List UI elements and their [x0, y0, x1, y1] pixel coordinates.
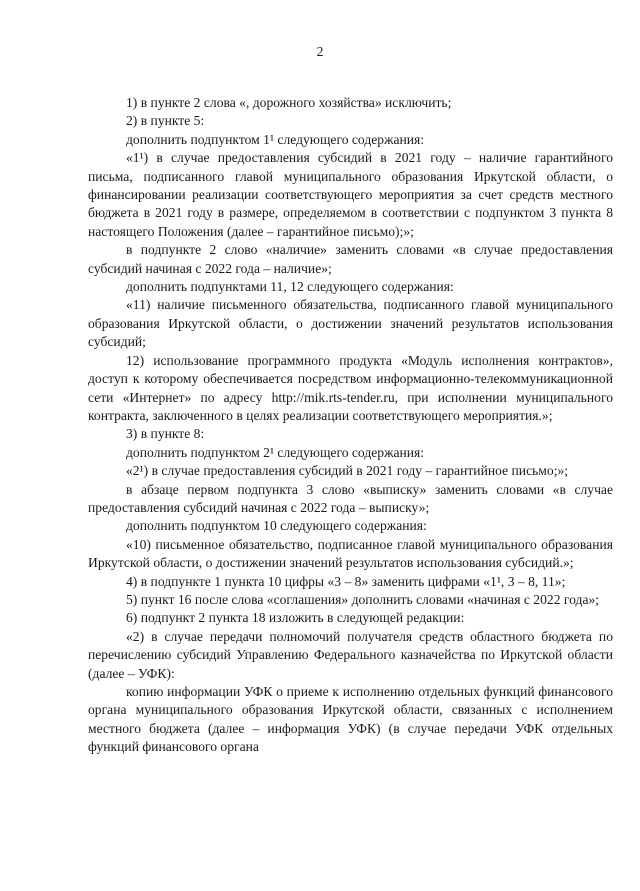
paragraph: 6) подпункт 2 пункта 18 изложить в следующей редакции:: [126, 610, 465, 626]
paragraph: дополнить подпунктами 11, 12 следующего содержания:: [126, 279, 454, 295]
paragraph: 1) в пункте 2 слова «, дорожного хозяйства» исключить;: [126, 95, 452, 110]
paragraph: «1¹) в случае предоставления субсидий в 2021 году – наличие гарантийного письма, подписанного главой муниципального образования Иркутской области, о финансировании реализации соответствующего мероприятия за счет средств местного бюджета в 2021 году в размере, определяемом в соответствии с подпунктом 3 пункта 8 настоящего Положения (далее – гарантийное письмо);»;: [88, 150, 613, 239]
paragraph: 4) в подпункте 1 пункта 10 цифры «3 – 8» заменить цифрами «1¹, 3 – 8, 11»;: [126, 573, 566, 589]
paragraph: 5) пункт 16 после слова «соглашения» дополнить словами «начиная с 2022 года»;: [126, 591, 600, 607]
paragraph: «2¹) в случае предоставления субсидий в 2021 году – гарантийное письмо;»;: [126, 463, 569, 479]
paragraph: «11) наличие письменного обязательства, подписанного главой муниципального образования Иркутской области, о достижении значений результатов использования субсидий;: [88, 297, 613, 350]
paragraph: в абзаце первом подпункта 3 слово «выписку» заменить словами «в случае предоставления субсидий начиная с 2022 года – выписку»;: [88, 481, 613, 515]
paragraph: 2) в пункте 5:: [126, 113, 205, 129]
paragraph: дополнить подпунктом 2¹ следующего содержания:: [126, 444, 425, 460]
paragraph: в подпункте 2 слово «наличие» заменить словами «в случае предоставления субсидий начиная с 2022 года – наличие»;: [88, 242, 613, 276]
paragraph: «2) в случае передачи полномочий получателя средств областного бюджета по перечислению субсидий Управлению Федерального казначейства по Иркутской области (далее – УФК):: [88, 628, 613, 681]
paragraph: 12) использование программного продукта «Модуль исполнения контрактов», доступ к которому обеспечивается посредством информационно-телекоммуникационной сети «Интернет» по адресу http://mik.rts-tender.ru, при исполнении муниципального контракта, заключенного в целях реализации соответствующего мероприятия.»;: [88, 352, 613, 423]
page-number: 2: [316, 44, 324, 59]
paragraph: «10) письменное обязательство, подписанное главой муниципального образования Иркутской области, о достижении значений результатов использования субсидий.»;: [88, 536, 613, 571]
paragraph: копию информации УФК о приеме к исполнению отдельных функций финансового органа муниципального образования Иркутской области, связанных с исполнением местного бюджета (далее – информация УФК) (в случае передачи УФК отдельных функций финансового органа: [88, 684, 613, 755]
paragraph: дополнить подпунктом 1¹ следующего содержания:: [126, 131, 425, 147]
document-body: [88, 94, 613, 757]
paragraph: дополнить подпунктом 10 следующего содержания:: [126, 518, 427, 534]
paragraph: 3) в пункте 8:: [126, 426, 205, 442]
